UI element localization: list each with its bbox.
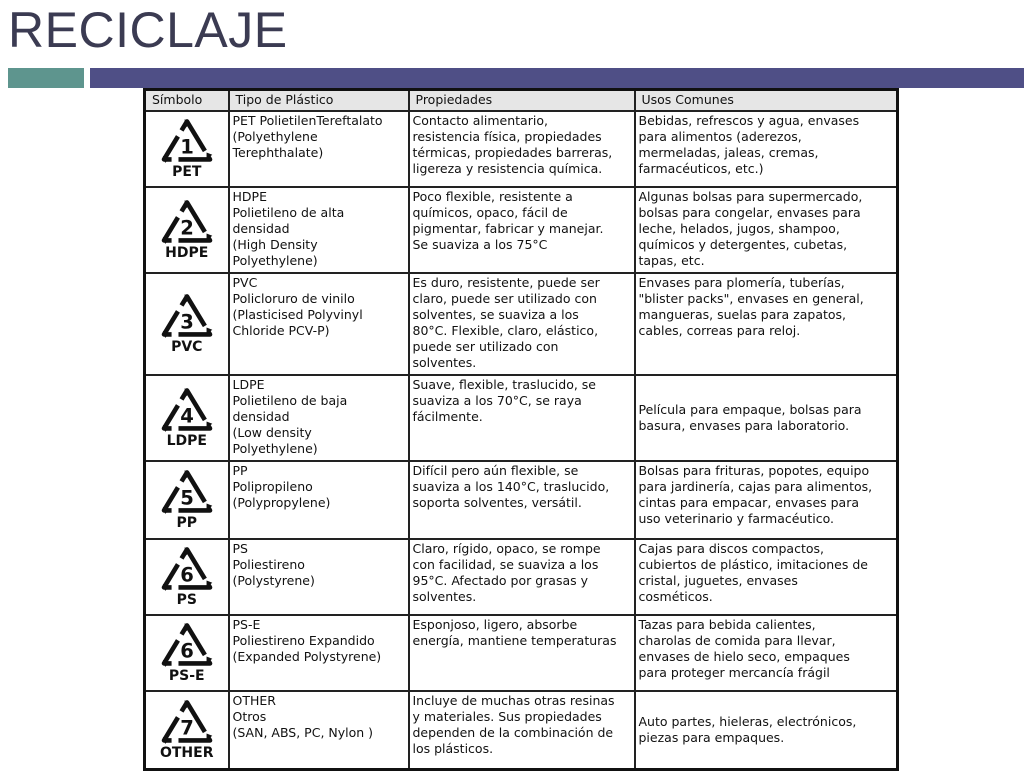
recycle-triangle-icon <box>159 293 215 339</box>
recycle-triangle-icon <box>159 199 215 245</box>
properties-cell <box>409 187 635 273</box>
symbol-cell <box>145 111 229 187</box>
properties-text: Esponjoso, ligero, absorbe energía, mantiene temperaturas <box>412 617 617 648</box>
plastic-type-text: HDPE Polietileno de alta densidad (High Density Polyethylene) <box>232 189 345 268</box>
properties-text: Contacto alimentario, resistencia física, propiedades térmicas, propiedades barreras, ligereza y resistencia química. <box>412 113 613 176</box>
symbol-cell <box>145 615 229 691</box>
plastic-type-cell <box>229 691 409 769</box>
header-simbolo: Símbolo <box>145 90 229 112</box>
title-accent-bar-left <box>8 68 84 88</box>
plastic-type-text: PVC Policloruro de vinilo (Plasticised Polyvinyl Chloride PCV-P) <box>232 275 363 338</box>
header-usos-comunes: Usos Comunes <box>635 90 898 112</box>
plastic-type-text: OTHER Otros (SAN, ABS, PC, Nylon ) <box>232 693 374 740</box>
uses-cell <box>635 461 898 539</box>
plastic-type-cell <box>229 111 409 187</box>
recycling-codes-table <box>143 88 899 771</box>
resin-number: 3 <box>179 310 194 334</box>
slide-title: RECICLAJE <box>8 2 288 58</box>
table-row <box>145 539 898 615</box>
properties-cell <box>409 615 635 691</box>
resin-code: OTHER <box>159 744 214 761</box>
plastic-type-text: PP Polipropileno (Polypropylene) <box>232 463 331 510</box>
uses-cell <box>635 539 898 615</box>
resin-number: 6 <box>179 639 194 663</box>
header-propiedades: Propiedades <box>409 90 635 112</box>
uses-cell <box>635 111 898 187</box>
resin-code: HDPE <box>165 245 209 261</box>
title-accent-bar-right <box>90 68 1024 88</box>
symbol-cell <box>145 691 229 769</box>
uses-text: Algunas bolsas para supermercado, bolsas para congelar, envases para leche, helados, jugos, shampoo, químicos y detergentes, cubetas, tapas, etc. <box>638 189 863 268</box>
properties-text: Incluye de muchas otras resinas y materiales. Sus propiedades dependen de la combinación de los plásticos. <box>412 693 615 756</box>
uses-text: Bolsas para frituras, popotes, equipo para jardinería, cajas para alimentos, cintas para empacar, envases para uso veterinario y farmacéutico. <box>638 463 873 526</box>
uses-cell <box>635 615 898 691</box>
resin-number: 7 <box>179 716 194 740</box>
properties-cell <box>409 375 635 461</box>
recycle-triangle-icon <box>159 118 215 164</box>
resin-code: LDPE <box>166 433 207 449</box>
plastic-type-text: LDPE Polietileno de baja densidad (Low density Polyethylene) <box>232 377 348 456</box>
table-row <box>145 615 898 691</box>
resin-number: 2 <box>179 216 194 240</box>
resin-code: PET <box>172 164 202 180</box>
recycle-triangle-icon <box>159 469 215 515</box>
properties-text: Es duro, resistente, puede ser claro, puede ser utilizado con solventes, se suaviza a los 80°C. Flexible, claro, elástico, puede ser utilizado con solventes. <box>412 275 600 370</box>
table-row <box>145 111 898 187</box>
plastic-type-text: PS Poliestireno (Polystyrene) <box>232 541 315 588</box>
symbol-cell <box>145 273 229 375</box>
uses-text: Cajas para discos compactos, cubiertos de plástico, imitaciones de cristal, juguetes, envases cosméticos. <box>638 541 868 604</box>
table-row <box>145 461 898 539</box>
uses-cell <box>635 691 898 769</box>
resin-number: 5 <box>179 486 194 510</box>
properties-cell <box>409 273 635 375</box>
properties-text: Suave, flexible, traslucido, se suaviza a los 70°C, se raya fácilmente. <box>412 377 596 424</box>
recycle-triangle-icon <box>159 387 215 433</box>
symbol-cell <box>145 187 229 273</box>
symbol-cell <box>145 461 229 539</box>
plastic-type-text: PS-E Poliestireno Expandido (Expanded Polystyrene) <box>232 617 382 664</box>
uses-cell <box>635 187 898 273</box>
resin-code: PS <box>176 592 197 608</box>
resin-number: 1 <box>179 135 194 159</box>
plastic-type-cell <box>229 273 409 375</box>
uses-cell <box>635 375 898 461</box>
resin-number: 4 <box>179 404 194 428</box>
header-tipo-plastico: Tipo de Plástico <box>229 90 409 112</box>
plastic-type-cell <box>229 461 409 539</box>
plastic-type-cell <box>229 375 409 461</box>
resin-code: PS-E <box>168 668 205 684</box>
symbol-cell <box>145 375 229 461</box>
recycle-triangle-icon <box>159 699 215 745</box>
properties-cell <box>409 691 635 769</box>
uses-cell <box>635 273 898 375</box>
table-header-row <box>145 90 898 112</box>
resin-code: PVC <box>171 339 203 355</box>
uses-text: Bebidas, refrescos y agua, envases para alimentos (aderezos, mermeladas, jaleas, cremas, farmacéuticos, etc.) <box>638 113 860 176</box>
resin-code: PP <box>176 515 198 531</box>
uses-text: Tazas para bebida calientes, charolas de comida para llevar, envases de hielo seco, empaques para proteger mercancía frágil <box>638 617 850 680</box>
table-row <box>145 691 898 769</box>
table-row <box>145 375 898 461</box>
uses-text: Auto partes, hieleras, electrónicos, piezas para empaques. <box>638 713 857 745</box>
uses-text: Envases para plomería, tuberías, "blister packs", envases en general, mangueras, suelas para zapatos, cables, correas para reloj. <box>638 275 864 338</box>
plastic-type-cell <box>229 539 409 615</box>
recycle-triangle-icon <box>159 546 215 592</box>
properties-cell <box>409 111 635 187</box>
properties-cell <box>409 461 635 539</box>
plastic-type-text: PET PolietilenTereftalato (Polyethylene Terephthalate) <box>232 113 383 160</box>
recycle-triangle-icon <box>159 622 215 668</box>
plastic-type-cell <box>229 615 409 691</box>
properties-text: Difícil pero aún flexible, se suaviza a los 140°C, traslucido, soporta solventes, versátil. <box>412 463 610 510</box>
properties-cell <box>409 539 635 615</box>
table-row <box>145 187 898 273</box>
symbol-cell <box>145 539 229 615</box>
properties-text: Claro, rígido, opaco, se rompe con facilidad, se suaviza a los 95°C. Afectado por grasas y solventes. <box>412 541 601 604</box>
properties-text: Poco flexible, resistente a químicos, opaco, fácil de pigmentar, fabricar y manejar. Se suaviza a los 75°C <box>412 189 604 252</box>
table-row <box>145 273 898 375</box>
resin-number: 6 <box>179 563 194 587</box>
uses-text: Película para empaque, bolsas para basura, envases para laboratorio. <box>638 402 862 433</box>
plastic-type-cell <box>229 187 409 273</box>
